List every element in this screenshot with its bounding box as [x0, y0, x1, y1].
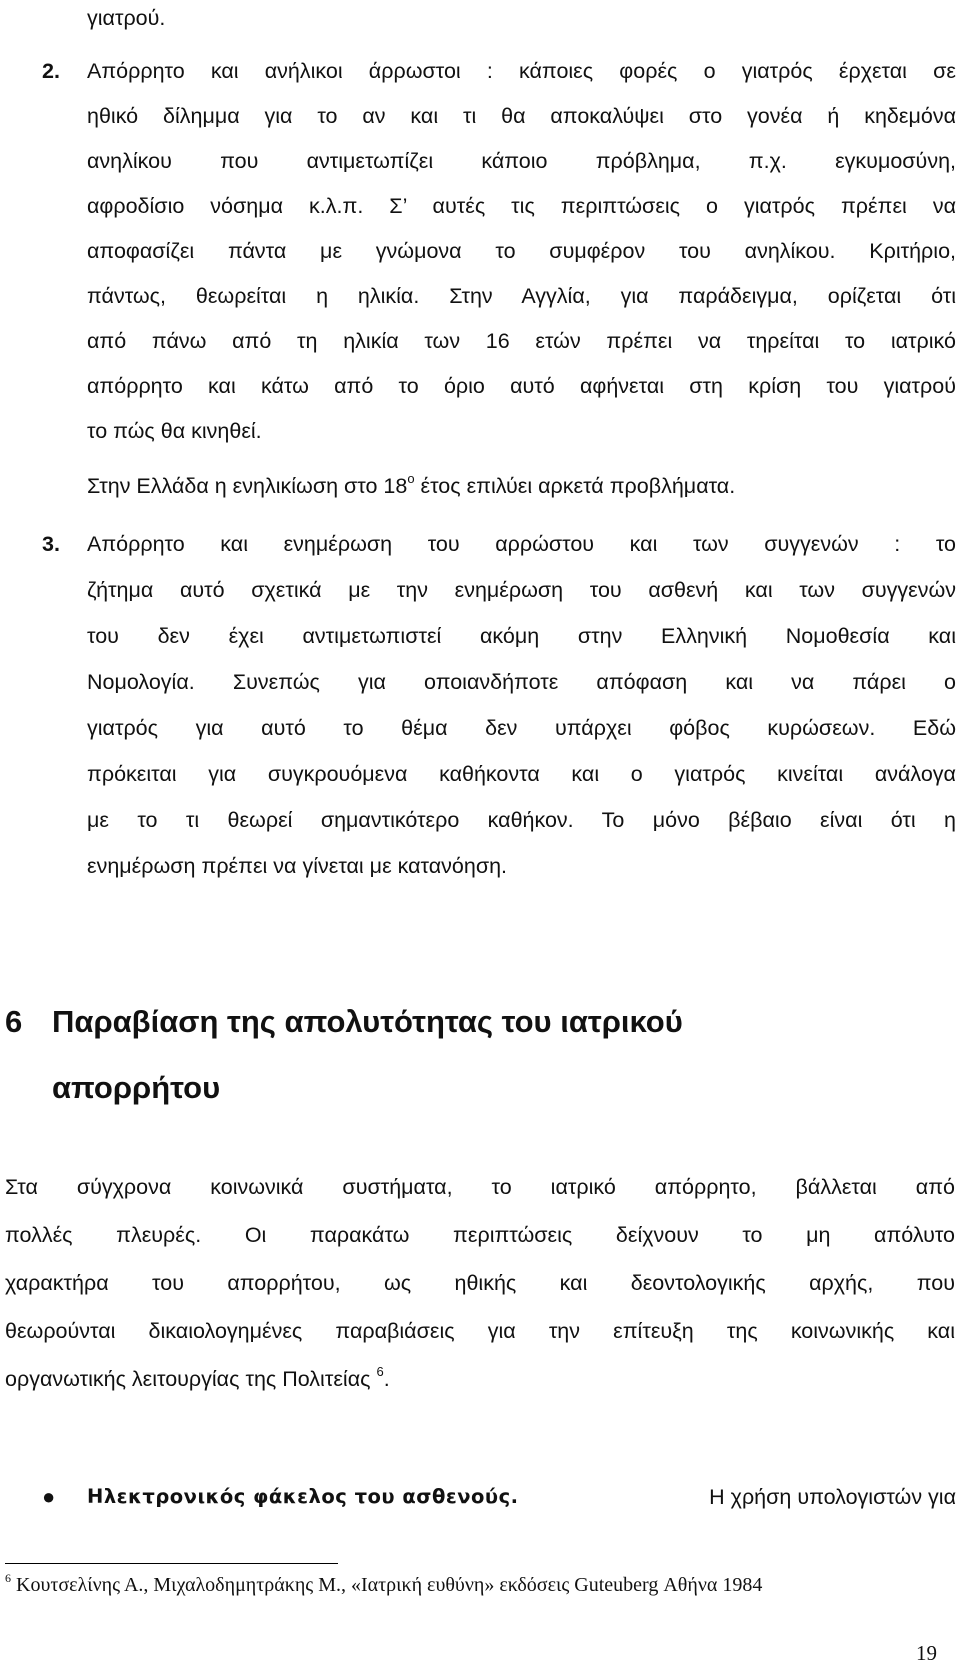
- footnote: [5, 1572, 762, 1598]
- footnote-separator: [5, 1563, 338, 1564]
- section-last-line-end: .: [383, 1367, 390, 1391]
- item-3-line: ζήτημα αυτό σχετικά με την ενημέρωση του ασθενή και των συγγενών: [87, 578, 956, 602]
- bullet-item: [87, 1483, 956, 1511]
- greece-note: [87, 472, 960, 500]
- page-number: 19: [916, 1641, 937, 1665]
- item-2-line: αφροδίσιο νόσημα κ.λ.π. Σ’ αυτές τις περιπτώσεις ο γιατρός πρέπει να: [87, 194, 956, 218]
- item-2-line: ανηλίκου που αντιμετωπίζει κάποιο πρόβλημα, π.χ. εγκυμοσύνη,: [87, 149, 956, 173]
- section-number: 6: [5, 1004, 23, 1039]
- item-2-line: το πώς θα κινηθεί.: [87, 419, 262, 443]
- lead-line: γιατρού.: [87, 6, 166, 30]
- item-3-line: ενημέρωση πρέπει να γίνεται με κατανόηση.: [87, 854, 508, 878]
- section-paragraph-line: πολλές πλευρές. Οι παρακάτω περιπτώσεις δείχνουν το μη απόλυτο: [5, 1223, 955, 1247]
- item-2-line: από πάνω από τη ηλικία των 16 ετών πρέπει να τηρείται το ιατρικό: [87, 329, 956, 353]
- item-2-line: Απόρρητο και ανήλικοι άρρωστοι : κάποιες φορές ο γιατρός έρχεται σε: [87, 59, 956, 83]
- bullet-text: Η χρήση υπολογιστών για: [709, 1485, 956, 1509]
- greece-note-text-end: έτος επιλύει αρκετά προβλήματα.: [414, 474, 736, 498]
- footnote-reference[interactable]: 6: [376, 1364, 384, 1379]
- footnote-number: 6: [5, 1571, 11, 1585]
- section-last-line-text: οργανωτικής λειτουργίας της Πολιτείας: [5, 1367, 377, 1391]
- item-3-line: γιατρός για αυτό το θέμα δεν υπάρχει φόβος κυρώσεων. Εδώ: [87, 716, 956, 740]
- item-3-line: πρόκειται για συγκρουόμενα καθήκοντα και ο γιατρός κινείται ανάλογα: [87, 762, 956, 786]
- item-2-line: ηθικό δίλημμα για το αν και τι θα αποκαλύψει στο γονέα ή κηδεμόνα: [87, 104, 956, 128]
- section-paragraph-line: θεωρούνται δικαιολογημένες παραβιάσεις για την επίτευξη της κοινωνικής και: [5, 1319, 955, 1343]
- section-paragraph-last-line: [5, 1365, 955, 1393]
- item-2-line: απόρρητο και κάτω από το όριο αυτό αφήνεται στη κρίση του γιατρού: [87, 374, 956, 398]
- item-2-line: αποφασίζει πάντα με γνώμονα το συμφέρον του ανηλίκου. Κριτήριο,: [87, 239, 956, 263]
- item-3-line: Απόρρητο και ενημέρωση του αρρώστου και των συγγενών : το: [87, 532, 956, 556]
- item-2-line: πάντως, θεωρείται η ηλικία. Στην Αγγλία, για παράδειγμα, ορίζεται ότι: [87, 284, 956, 308]
- greece-note-superscript: ο: [407, 471, 415, 486]
- section-paragraph-line: Στα σύγχρονα κοινωνικά συστήματα, το ιατρικό απόρρητο, βάλλεται από: [5, 1175, 955, 1199]
- bullet-dot-icon: ●: [42, 1484, 56, 1509]
- bullet-bold-text: Ηλεκτρονικός φάκελος του ασθενούς.: [87, 1485, 519, 1508]
- section-title-line-1: Παραβίαση της απολυτότητας του ιατρικού: [52, 1004, 683, 1039]
- footnote-text: Κουτσελίνης Α., Μιχαλοδημητράκης Μ., «Ιατρική ευθύνη» εκδόσεις Guteuberg Αθήνα 1984: [11, 1574, 763, 1596]
- greece-note-text: Στην Ελλάδα η ενηλικίωση στο 18: [87, 474, 408, 498]
- item-2-number: 2.: [42, 59, 60, 83]
- item-3-line: Νομολογία. Συνεπώς για οποιανδήποτε απόφαση και να πάρει ο: [87, 670, 956, 694]
- item-3-line: του δεν έχει αντιμετωπιστεί ακόμη στην Ελληνική Νομοθεσία και: [87, 624, 956, 648]
- section-title-line-2: απορρήτου: [52, 1070, 221, 1105]
- item-3-number: 3.: [42, 532, 60, 556]
- section-paragraph-line: χαρακτήρα του απορρήτου, ως ηθικής και δεοντολογικής αρχής, που: [5, 1271, 955, 1295]
- item-3-line: με το τι θεωρεί σημαντικότερο καθήκον. Το μόνο βέβαιο είναι ότι η: [87, 808, 956, 832]
